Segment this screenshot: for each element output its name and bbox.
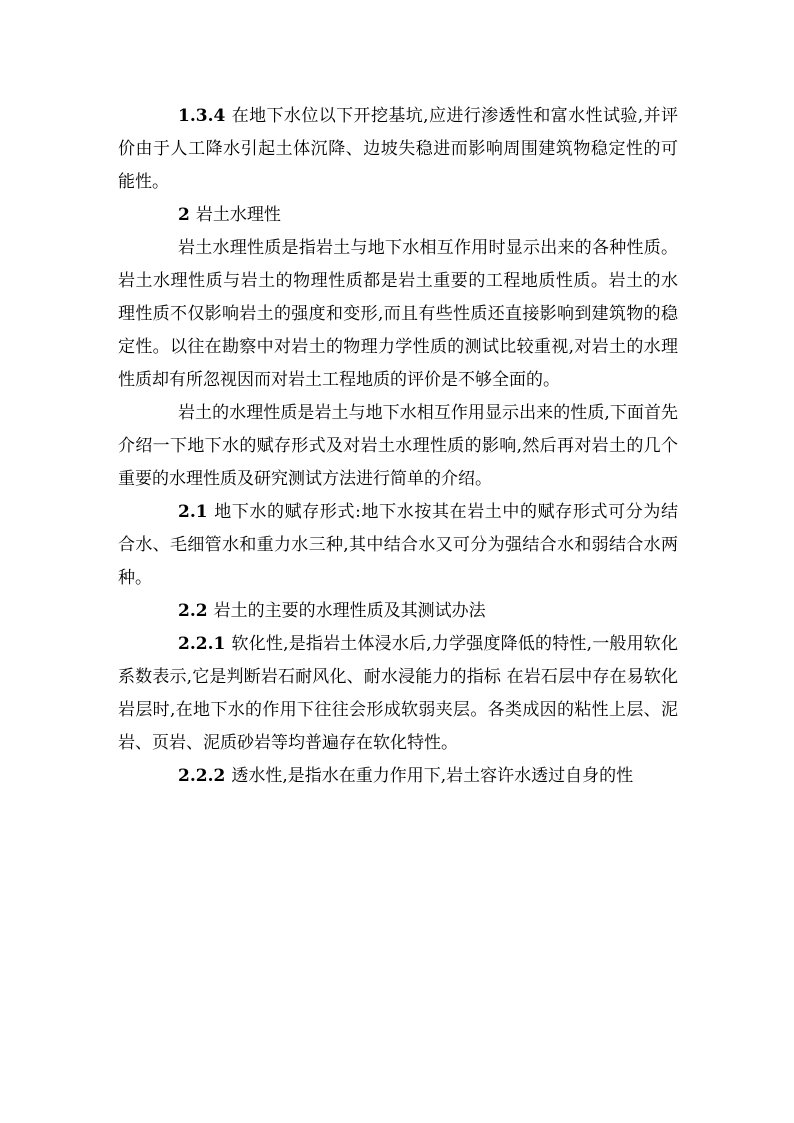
paragraph-text-2-2-1: 软化性,是指岩土体浸水后,力学强度降低的特性,一般用软化系数表示,它是判断岩石耐风化、耐水浸能力的指标 在岩石层中存在易软化岩层时,在地下水的作用下往往会形成软弱夹层。各类成因的粘性上层、泥岩、页岩、泥质砂岩等均普遍存在软化特性。 <box>118 634 678 753</box>
paragraph-2-2-2 <box>118 760 678 793</box>
paragraph-2-2-1 <box>118 628 678 760</box>
section-heading-2 <box>118 199 678 232</box>
section-title-2: 岩土水理性 <box>195 205 281 225</box>
paragraph-1-3-4 <box>118 100 678 199</box>
paragraph-intro-2: 岩土的水理性质是岩土与地下水相互作用显示出来的性质,下面首先介绍一下地下水的赋存形式及对岩土水理性质的影响,然后再对岩土的几个重要的水理性质及研究测试方法进行简单的介绍。 <box>118 403 678 489</box>
paragraph-text-2-2-2: 透水性,是指水在重力作用下,岩土容许水透过自身的性 <box>231 766 634 786</box>
section-heading-2-2 <box>118 595 678 628</box>
paragraph-intro-1: 岩土水理性质是指岩土与地下水相互作用时显示出来的各种性质。岩土水理性质与岩土的物理性质都是岩土重要的工程地质性质。岩土的水理性质不仅影响岩土的强度和变形,而且有些性质还直接影响到建筑物的稳定性。以往在勘察中对岩土的物理力学性质的测试比较重视,对岩土的水理性质却有所忽视因而对岩土工程地质的评价是不够全面的。 <box>118 238 678 390</box>
section-number-2-2: 2.2 <box>178 601 208 621</box>
document-body <box>118 100 678 793</box>
section-number-2-2-2: 2.2.2 <box>178 766 226 786</box>
section-title-2-2: 岩土的主要的水理性质及其测试办法 <box>213 601 486 621</box>
section-number-2-2-1: 2.2.1 <box>178 634 226 654</box>
section-number-2-1: 2.1 <box>178 502 208 522</box>
paragraph-2-1 <box>118 496 678 595</box>
section-number-1-3-4: 1.3.4 <box>178 106 226 126</box>
paragraph-text-1-3-4: 在地下水位以下开挖基坑,应进行渗透性和富水性试验,并评价由于人工降水引起土体沉降、边坡失稳进而影响周围建筑物稳定性的可能性。 <box>118 106 678 192</box>
section-number-2: 2 <box>178 205 190 225</box>
paragraph-text-2-1: 地下水的赋存形式:地下水按其在岩土中的赋存形式可分为结合水、毛细管水和重力水三种,其中结合水又可分为强结合水和弱结合水两种。 <box>118 502 678 588</box>
